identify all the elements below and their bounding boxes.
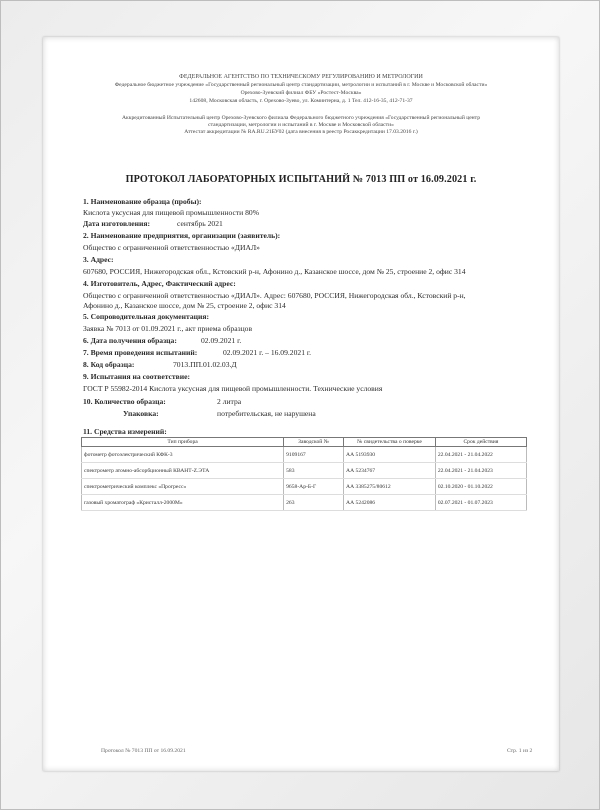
serial-number-cell: 263 [284,495,344,511]
section-8-value: 7013.ПП.01.02.03.Д [173,360,237,369]
column-header-device-type: Тип прибора [82,438,284,447]
section-4-value-line-1: Общество с ограниченной ответственностью «ДИАЛ». Адрес: 607680, РОССИЯ, Нижегородская обл., Кстовский р-н, [83,291,466,300]
device-type-cell: спектрометрический комплекс «Прогресс» [82,479,284,495]
section-3-value: 607680, РОССИЯ, Нижегородская обл., Кстовский р-н, Афонино д., Казанское шоссе, дом № 25, строение 2, офис 314 [83,267,466,276]
header-institution: Федеральное бюджетное учреждение «Государственный региональный центр стандартизации, метрологии и испытаний в г. Москве и Московской области» [114,82,488,88]
serial-number-cell: 9109167 [284,447,344,463]
section-9-label: 9. Испытания на соответствие: [83,372,190,381]
section-5-label: 5. Сопроводительная документация: [83,312,210,321]
section-9-value: ГОСТ Р 55982-2014 Кислота уксусная для пищевой промышленности. Технические условия [83,384,383,393]
accreditation-line-3: Аттестат аккредитации № RA.RU.21БУ02 (дата внесения в реестр Росаккредитации 17.03.2016 г.) [184,129,418,135]
section-10-value: 2 литра [217,397,242,406]
table-header-row [82,438,527,447]
column-header-validity-period: Срок действия [435,438,526,447]
device-type-cell: спектрометр атомно-абсорбционный КВАНТ-Z.ЭТА [82,463,284,479]
table-row [82,479,527,495]
section-1-label: 1. Наименование образца (пробы): [83,197,202,206]
packaging-label: Упаковка: [123,409,159,418]
header-branch: Орехово-Зуевский филиал ФБУ «Ростест-Москва» [240,90,362,96]
serial-number-cell: 9658-Ар-Б-Г [284,479,344,495]
packaging-value: потребительская, не нарушена [217,409,316,418]
footer-page-number: Стр. 1 из 2 [507,748,533,754]
certificate-number-cell: АА 5242086 [344,495,436,511]
validity-period-cell: 02.07.2021 - 01.07.2023 [435,495,526,511]
manufacture-date-value: сентябрь 2021 [177,219,223,228]
section-4-value-line-2: Афонино д., Казанское шоссе, дом № 25, строение 2, офис 314 [83,301,286,310]
section-11-label: 11. Средства измерений: [83,427,167,436]
section-1-value: Кислота уксусная для пищевой промышленности 80% [83,208,260,217]
serial-number-cell: 583 [284,463,344,479]
section-7-value: 02.09.2021 г. – 16.09.2021 г. [223,348,312,357]
measuring-instruments-table [81,437,527,511]
section-5-value: Заявка № 7013 от 01.09.2021 г., акт приема образцов [83,324,253,333]
manufacture-date-label: Дата изготовления: [83,219,150,228]
column-header-serial-number: Заводской № [284,438,344,447]
section-2-value: Общество с ограниченной ответственностью «ДИАЛ» [83,243,260,252]
certificate-number-cell: АА 3385275/80612 [344,479,436,495]
section-3-label: 3. Адрес: [83,255,114,264]
section-2-label: 2. Наименование предприятия, организации (заявитель): [83,231,281,240]
certificate-number-cell: АА 5234767 [344,463,436,479]
footer-protocol-reference: Протокол № 7013 ПП от 16.09.2021 [101,748,186,754]
section-6-label: 6. Дата получения образца: [83,336,177,345]
header-address: 142608, Московская область, г. Орехово-Зуево, ул. Коминтерна, д. 1 Тел. 412-16-35, 412-71-37 [189,98,413,104]
device-type-cell: газовый хроматограф «Кристалл-2000М» [82,495,284,511]
validity-period-cell: 22.04.2021 - 21.04.2022 [435,447,526,463]
validity-period-cell: 22.04.2021 - 21.04.2023 [435,463,526,479]
section-4-label: 4. Изготовитель, Адрес, Фактический адрес: [83,279,236,288]
accreditation-line-2: стандартизации, метрологии и испытаний в г. Москве и Московской области» [208,122,394,128]
section-7-label: 7. Время проведения испытаний: [83,348,198,357]
certificate-number-cell: АА 5193930 [344,447,436,463]
column-header-certificate-number: № свидетельства о поверке [344,438,436,447]
page-title: ПРОТОКОЛ ЛАБОРАТОРНЫХ ИСПЫТАНИЙ № 7013 ПП от 16.09.2021 г. [125,174,477,185]
table-row [82,463,527,479]
section-8-label: 8. Код образца: [83,360,135,369]
validity-period-cell: 02.10.2020 - 01.10.2022 [435,479,526,495]
device-type-cell: фотометр фотоэлектрический КФК-3 [82,447,284,463]
table-row [82,495,527,511]
accreditation-line-1: Аккредитованный Испытательный центр Орехово-Зуевского филиала Федерального бюджетного учреждения «Государственный региональный центр [122,115,480,121]
table-row [82,447,527,463]
document-page [43,37,559,771]
section-10-label: 10. Количество образца: [83,397,166,406]
section-6-value: 02.09.2021 г. [201,336,242,345]
header-agency: ФЕДЕРАЛЬНОЕ АГЕНТСТВО ПО ТЕХНИЧЕСКОМУ РЕГУЛИРОВАНИЮ И МЕТРОЛОГИИ [179,74,423,80]
